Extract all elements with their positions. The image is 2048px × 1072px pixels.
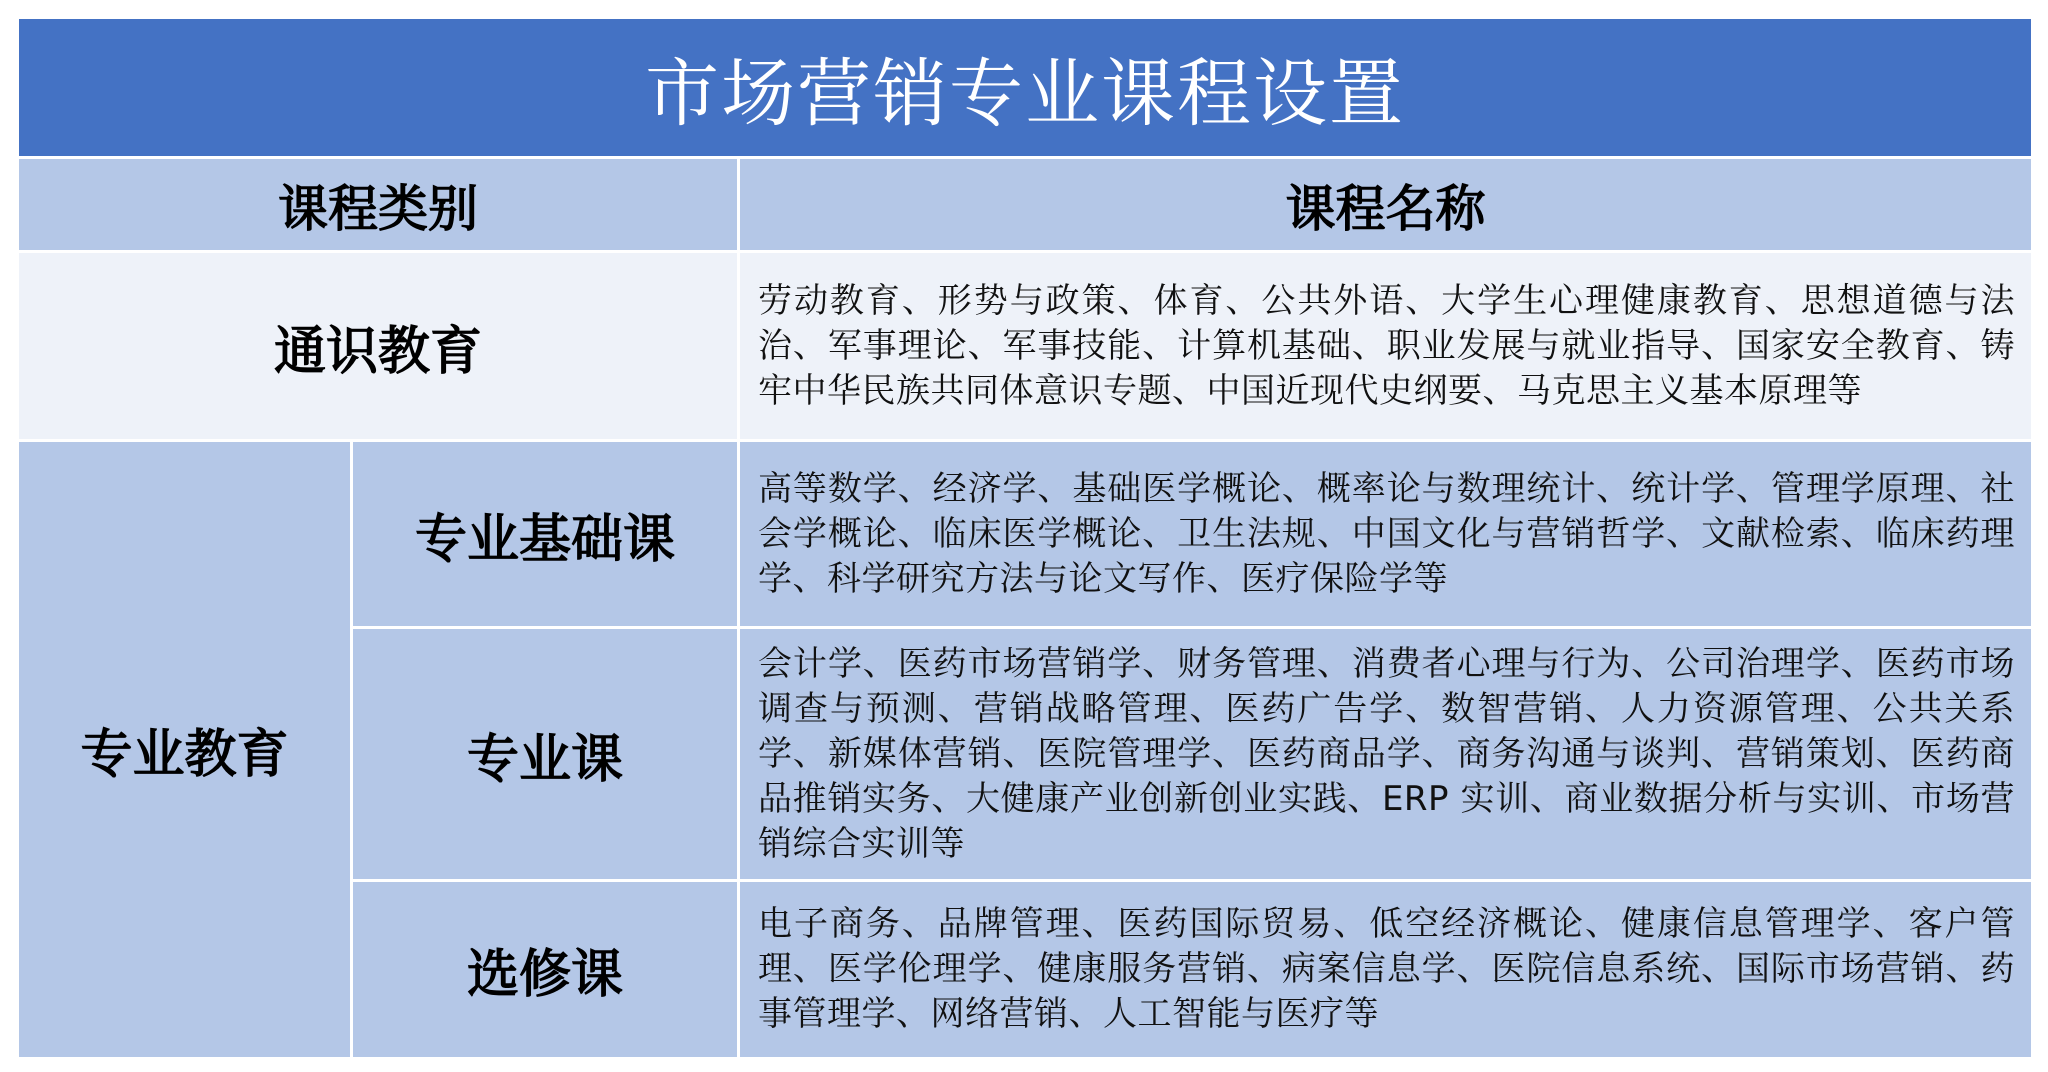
major-courses: 会计学、医药市场营销学、财务管理、消费者心理与行为、公司治理学、医药市场调查与预测、营销战略管理、医药广告学、数智营销、人力资源管理、公共关系学、新媒体营销、医院管理学、医药商品学、商务沟通与谈判、营销策划、医药商品推销实务、大健康产业创新创业实践、ERP 实训、商业数据分析与实训、市场营销综合实训等 [740, 629, 2031, 879]
header-course-names: 课程名称 [740, 159, 2031, 250]
foundation-label-cell [353, 442, 737, 626]
general-category-cell [19, 253, 737, 439]
elective-courses: 电子商务、品牌管理、医药国际贸易、低空经济概论、健康信息管理学、客户管理、医学伦理学、健康服务营销、病案信息学、医院信息系统、国际市场营销、药事管理学、网络营销、人工智能与医疗等 [740, 882, 2031, 1057]
elective-label-cell [353, 882, 737, 1057]
professional-category-cell [19, 442, 350, 1057]
elective-label: 选修课 [466, 945, 623, 1005]
course-table [19, 19, 2031, 1057]
foundation-label: 专业基础课 [414, 509, 675, 570]
general-courses: 劳动教育、形势与政策、体育、公共外语、大学生心理健康教育、思想道德与法治、军事理论、军事技能、计算机基础、职业发展与就业指导、国家安全教育、铸牢中华民族共同体意识专题、中国近现代史纲要、马克思主义基本原理等 [740, 253, 2031, 439]
professional-category-label: 专业教育 [80, 725, 289, 785]
major-label-cell [353, 629, 737, 879]
header-category: 课程类别 [19, 159, 737, 250]
foundation-courses: 高等数学、经济学、基础医学概论、概率论与数理统计、统计学、管理学原理、社会学概论、临床医学概论、卫生法规、中国文化与营销哲学、文献检索、临床药理学、科学研究方法与论文写作、医疗保险学等 [740, 442, 2031, 626]
general-category-label: 通识教育 [273, 321, 482, 382]
major-label: 专业课 [466, 729, 623, 790]
page-title: 市场营销专业课程设置 [19, 19, 2031, 156]
